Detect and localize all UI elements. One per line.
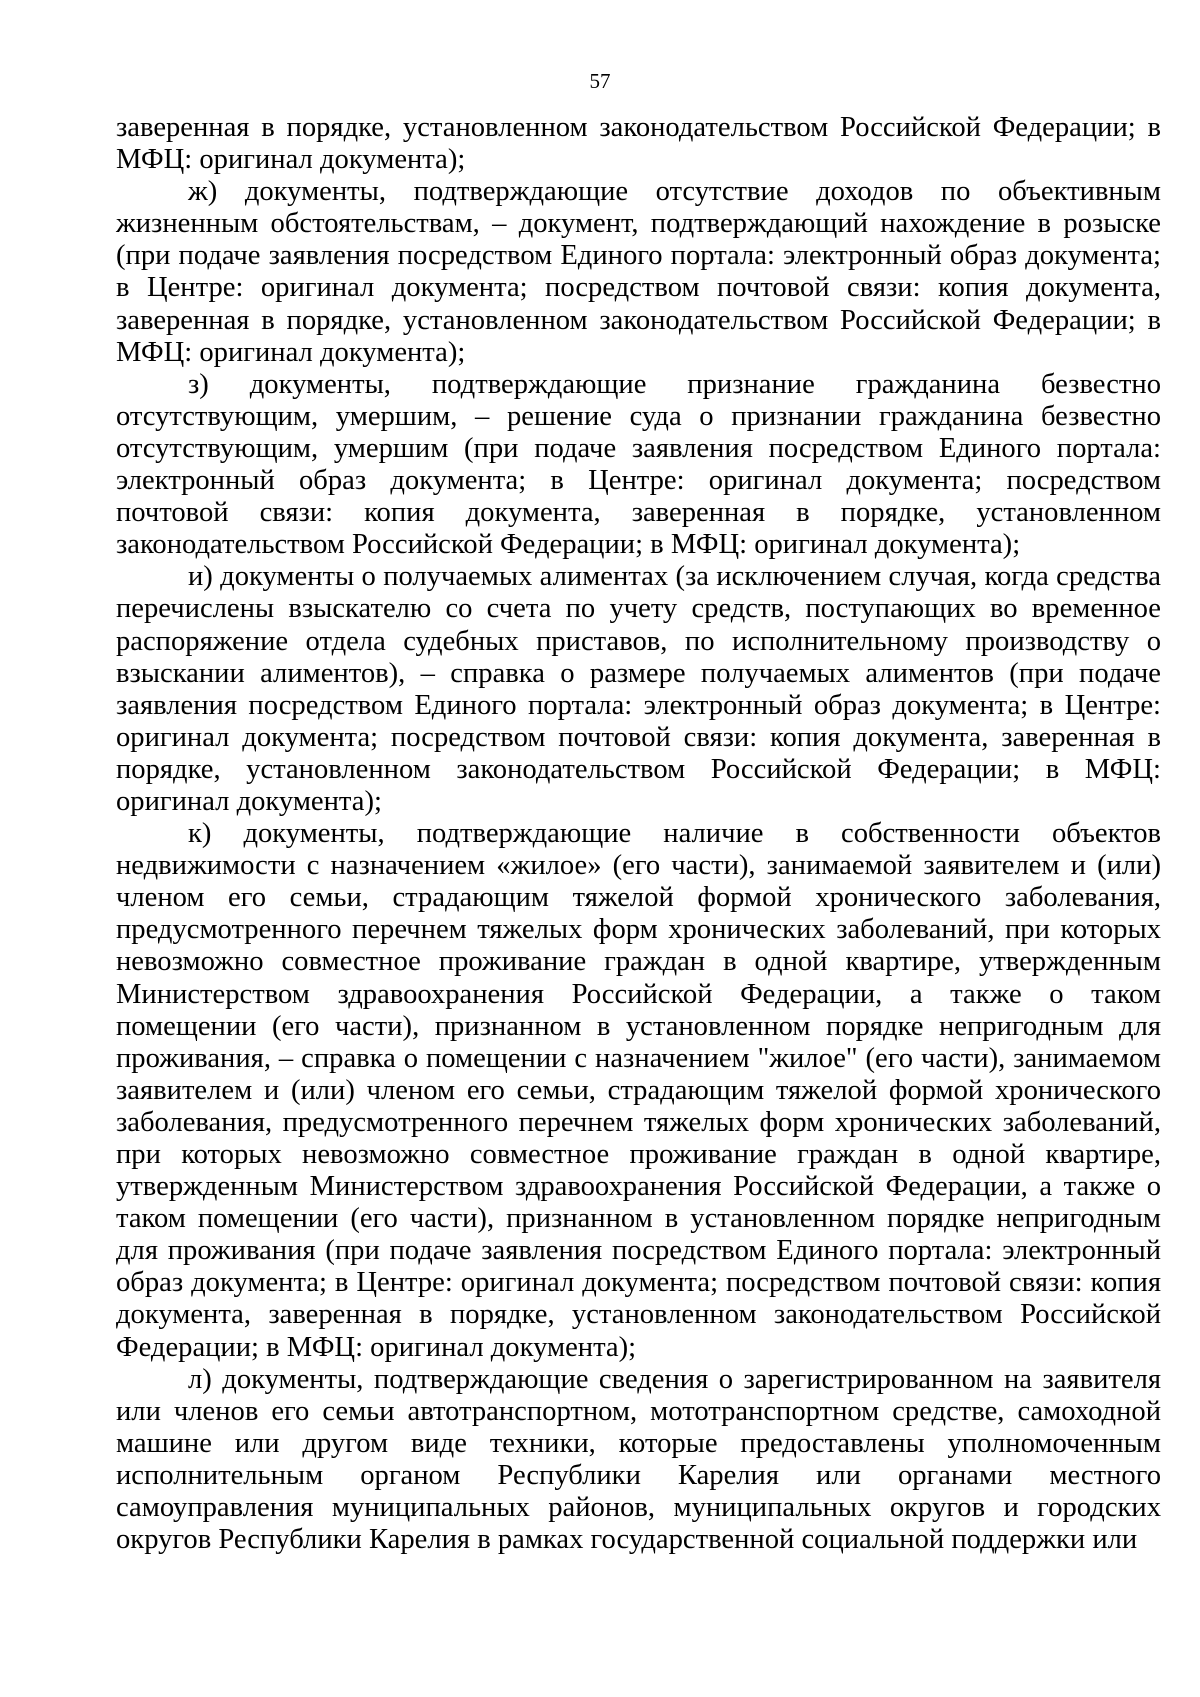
paragraph-item-k: к) документы, подтверждающие наличие в собственности объектов недвижимости с назначением «жилое» (его части), занимаемой заявителем и (или) членом его семьи, страдающим тяжелой формой хронического заболевания, предусмотренного перечнем тяжелых форм хронических заболеваний, при которых невозможно совместное проживание граждан в одной квартире, утвержденным Министерством здравоохранения Российской Федерации, а также о таком помещении (его части), признанном в установленном порядке непригодным для проживания, – справка о помещении с назначением "жилое" (его части), занимаемом заявителем и (или) членом его семьи, страдающим тяжелой формой хронического заболевания, предусмотренного перечнем тяжелых форм хронических заболеваний, при которых невозможно совместное проживание граждан в одной квартире, утвержденным Министерством здравоохранения Российской Федерации, а также о таком помещении (его части), признанном в установленном порядке непригодным для проживания (при подаче заявления посредством Единого портала: электронный образ документа; в Центре: оригинал документа; посредством почтовой связи: копия документа, заверенная в порядке, установленном законодательством Российской Федерации; в МФЦ: оригинал документа); xyxy=(116,818,1161,1363)
paragraph-item-zh: ж) документы, подтверждающие отсутствие доходов по объективным жизненным обстоятельствам, – документ, подтверждающий нахождение в розыске (при подаче заявления посредством Единого портала: электронный образ документа; в Центре: оригинал документа; посредством почтовой связи: копия документа, заверенная в порядке, установленном законодательством Российской Федерации; в МФЦ: оригинал документа); xyxy=(116,176,1161,368)
paragraph-item-l: л) документы, подтверждающие сведения о зарегистрированном на заявителя или членов его семьи автотранспортном, мототранспортном средстве, самоходной машине или другом виде техники, которые предоставлены уполномоченным исполнительным органом Республики Карелия или органами местного самоуправления муниципальных районов, муниципальных округов и городских округов Республики Карелия в рамках государственной социальной поддержки или xyxy=(116,1363,1161,1556)
page-number: 57 xyxy=(589,69,611,93)
paragraph-continuation: заверенная в порядке, установленном законодательством Российской Федерации; в МФЦ: оригинал документа); xyxy=(116,112,1161,176)
paragraph-item-z: з) документы, подтверждающие признание гражданина безвестно отсутствующим, умершим, – решение суда о признании гражданина безвестно отсутствующим, умершим (при подаче заявления посредством Единого портала: электронный образ документа; в Центре: оригинал документа; посредством почтовой связи: копия документа, заверенная в порядке, установленном законодательством Российской Федерации; в МФЦ: оригинал документа); xyxy=(116,368,1161,561)
paragraph-item-i: и) документы о получаемых алиментах (за исключением случая, когда средства перечислены взыскателю со счета по учету средств, поступающих во временное распоряжение отдела судебных приставов, по исполнительному производству о взыскании алиментов), – справка о размере получаемых алиментов (при подаче заявления посредством Единого портала: электронный образ документа; в Центре: оригинал документа; посредством почтовой связи: копия документа, заверенная в порядке, установленном законодательством Российской Федерации; в МФЦ: оригинал документа); xyxy=(116,561,1161,817)
document-body xyxy=(116,112,1161,1556)
